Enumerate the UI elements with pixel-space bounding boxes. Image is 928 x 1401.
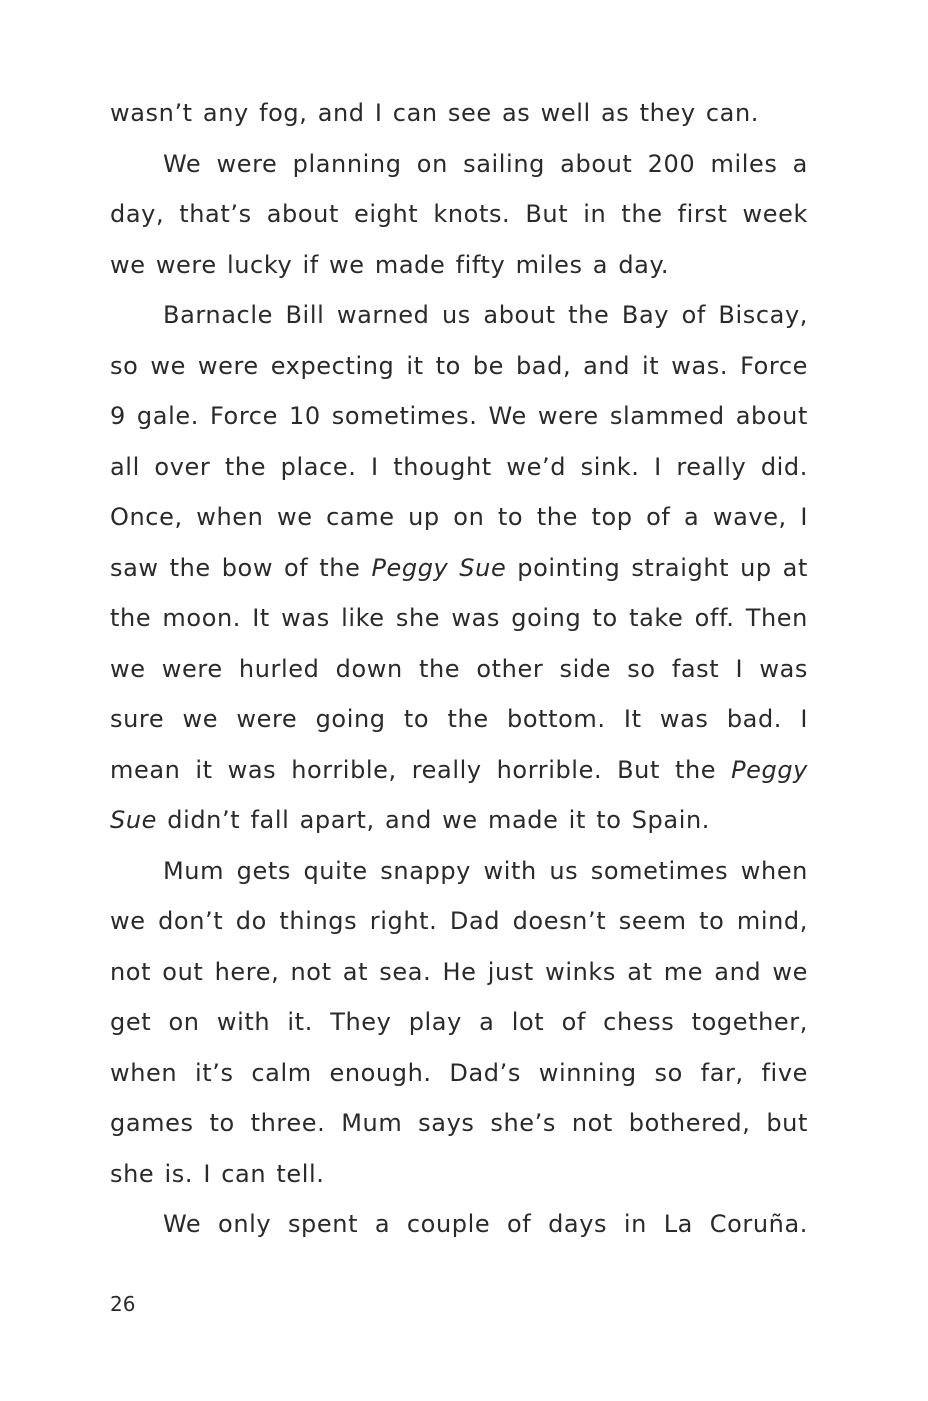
- body-text: [110, 88, 808, 1250]
- text-run: Mum gets quite snappy with us sometimes when we don’t do things right. Dad doesn’t seem to mind, not out here, not at sea. He just winks at me and we get on with it. They play a lot of chess together, when it’s calm enough. Dad’s winning so far, five games to three. Mum says she’s not bothered, but she is. I can tell.: [110, 856, 808, 1188]
- page-number: 26: [110, 1292, 136, 1316]
- paragraph-1: [110, 88, 808, 139]
- text-run: wasn’t any fog, and I can see as well as they can.: [110, 99, 759, 127]
- text-run: pointing straight up at the moon. It was like she was going to take off. Then we were hurled down the other side so fast I was sure we were going to the bottom. It was bad. I mean it was horrible, really horrible. But the: [110, 553, 808, 784]
- paragraph-3: [110, 290, 808, 846]
- paragraph-5: [110, 1199, 808, 1250]
- boat-name-italic: Peggy Sue: [371, 553, 507, 582]
- text-run: Barnacle Bill warned us about the Bay of Biscay, so we were expecting it to be bad, and it was. Force 9 gale. Force 10 sometimes. We were slammed about all over the place. I thought we’d sink. I really did. Once, when we came up on to the top of a wave, I saw the bow of the: [110, 301, 808, 582]
- boat-name-italic: Peggy Sue: [110, 755, 808, 834]
- text-run: We only spent a couple of days in La Coruña.: [163, 1210, 808, 1238]
- paragraph-2: [110, 139, 808, 291]
- text-run: We were planning on sailing about 200 miles a day, that’s about eight knots. But in the first week we were lucky if we made fifty miles a day.: [110, 149, 808, 279]
- text-run: didn’t fall apart, and we made it to Spain.: [157, 806, 710, 834]
- paragraph-4: [110, 846, 808, 1200]
